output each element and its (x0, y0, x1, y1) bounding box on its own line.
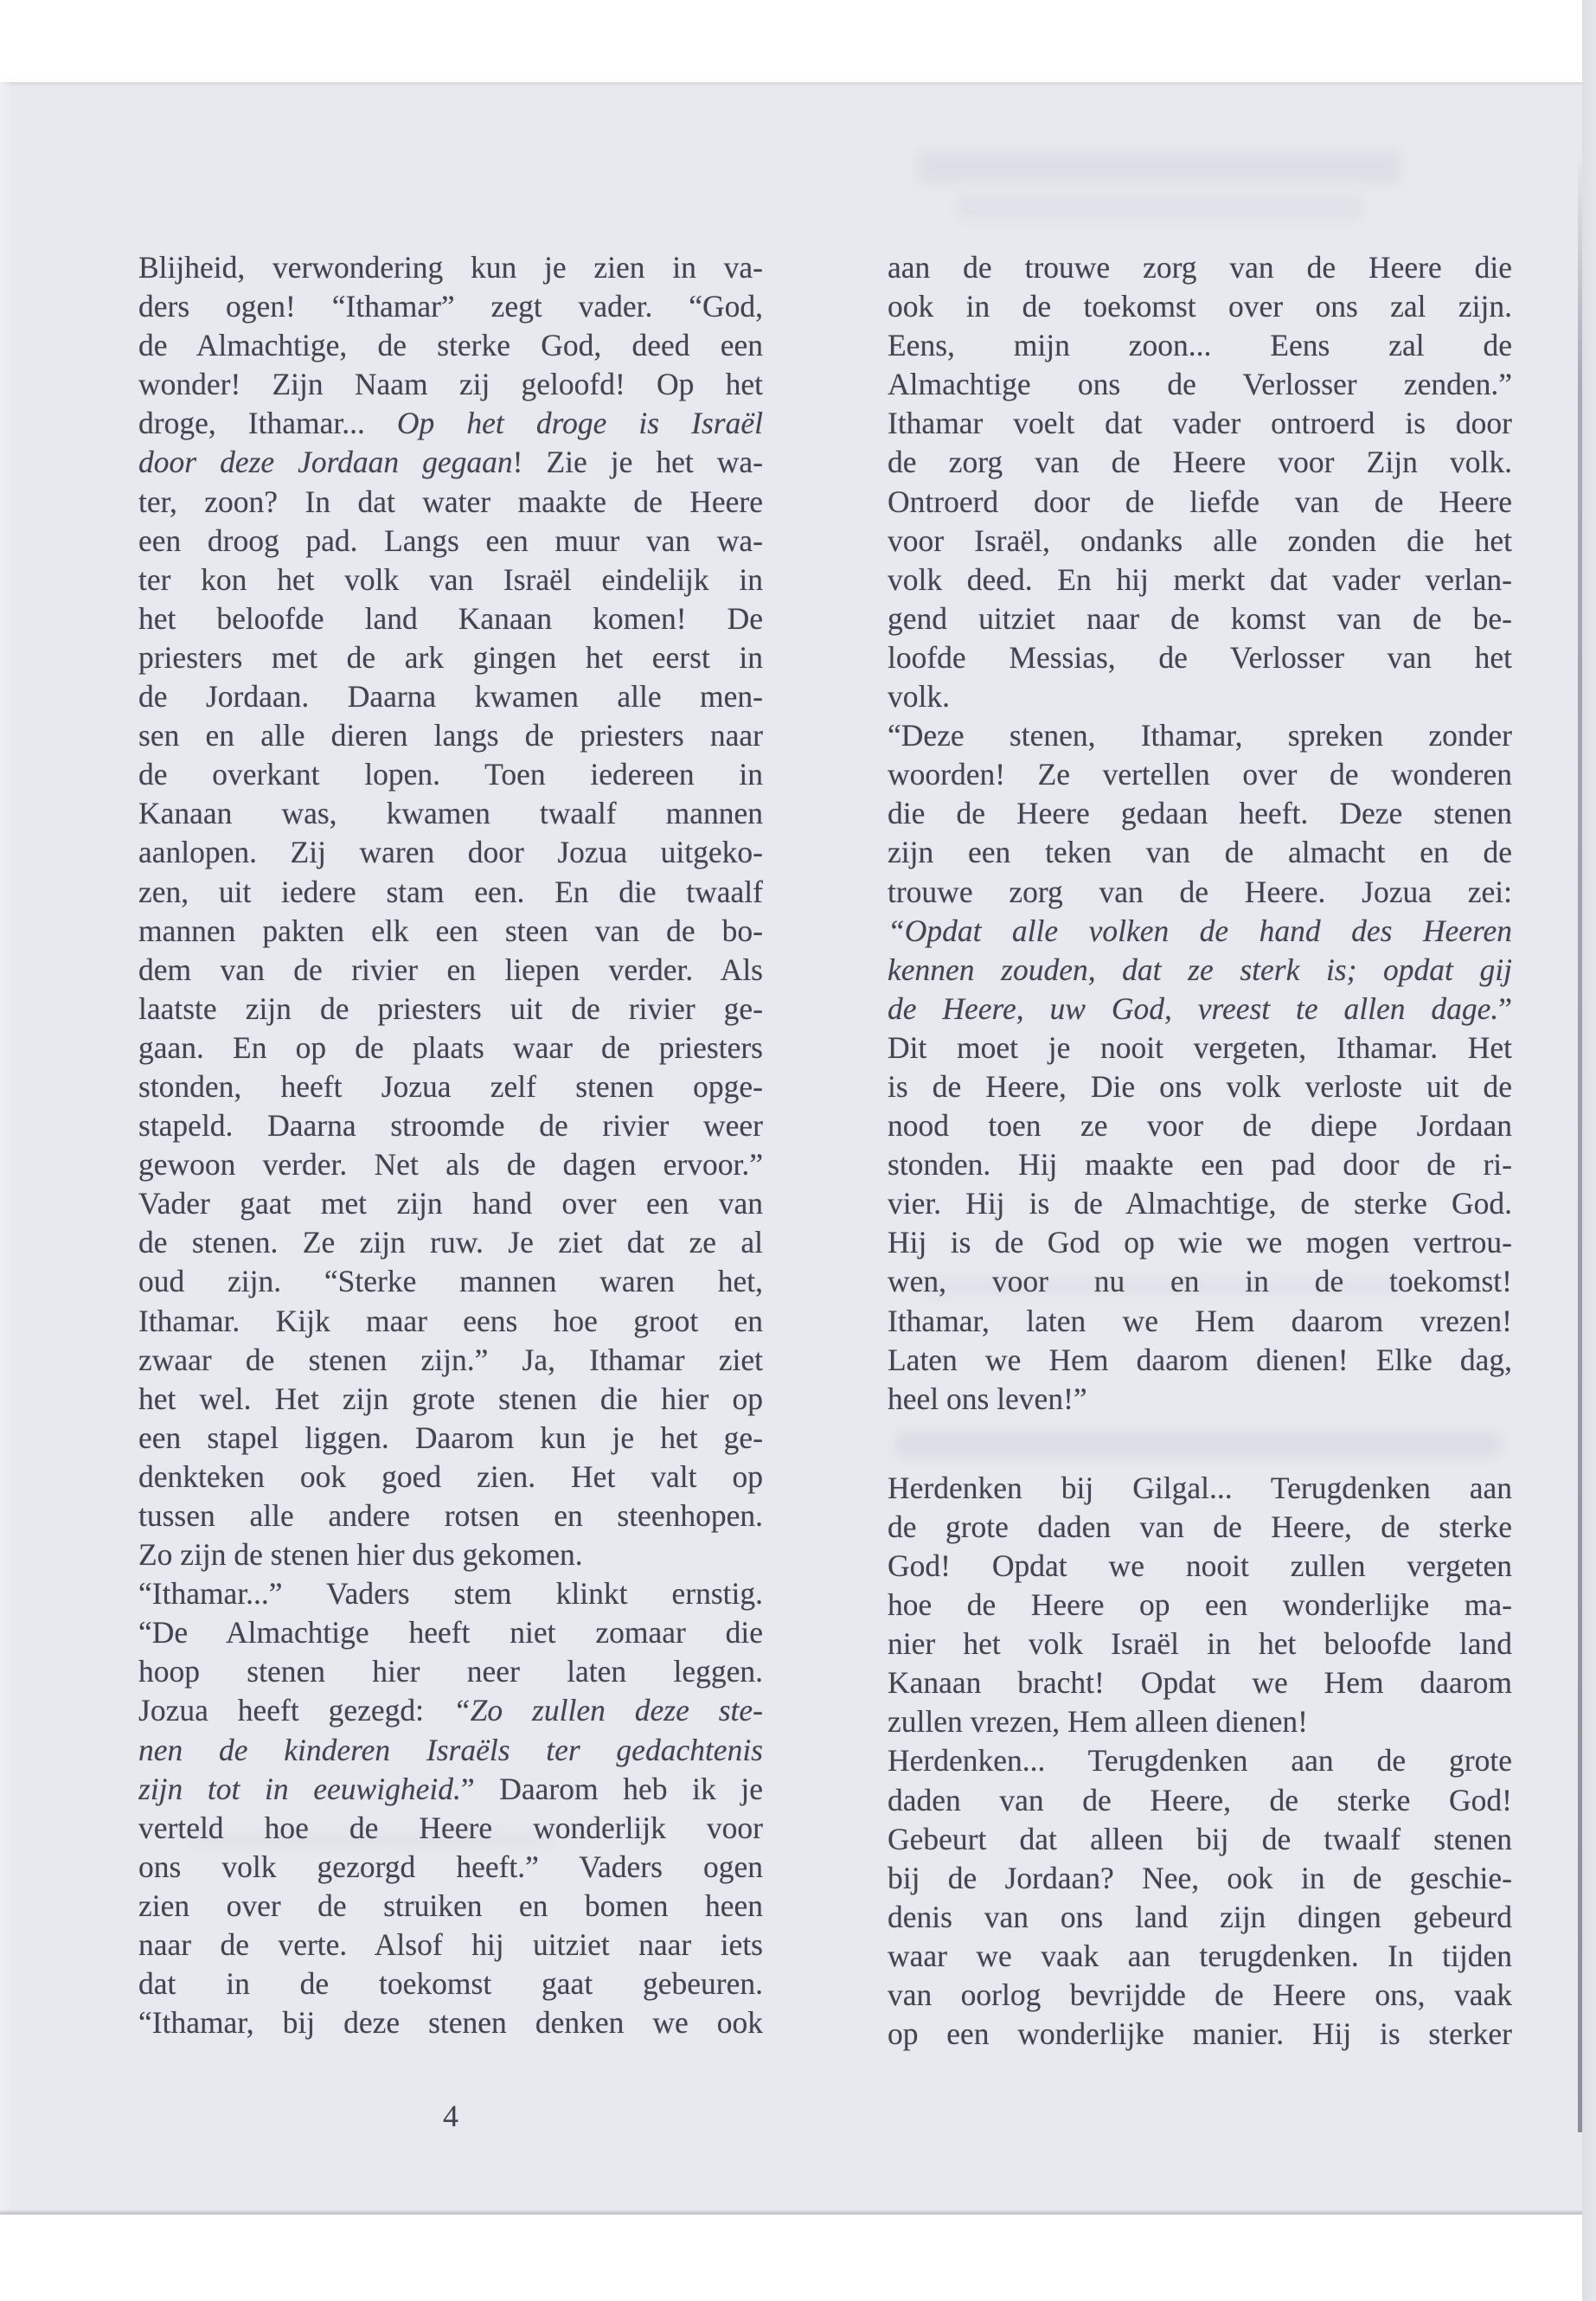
text-line: een stapel liggen. Daarom kun je het ge- (138, 1420, 763, 1455)
text-line: denis van ons land zijn dingen gebeurd (888, 1899, 1512, 1934)
text-line: het beloofde land Kanaan komen! De (138, 600, 763, 636)
text-line: zullen vrezen, Hem alleen dienen! (888, 1704, 1308, 1740)
text-line: gaan. En op de plaats waar de priesters (138, 1029, 763, 1065)
text-line: droge, Ithamar... Op het droge is Israël (138, 406, 763, 441)
text-line: “Opdat alle volken de hand des Heeren (888, 913, 1512, 948)
text-line: een droog pad. Langs een muur van wa- (138, 522, 763, 558)
text-line: wen, voor nu en in de toekomst! (888, 1264, 1512, 1299)
text-line: van oorlog bevrijdde de Heere ons, vaak (888, 1977, 1512, 2013)
text-line: de Heere, uw God, vreest te allen dage.” (888, 990, 1512, 1026)
text-line: ons volk gezorgd heeft.” Vaders ogen (138, 1849, 763, 1884)
page-number: 4 (443, 2099, 458, 2133)
text-line: “De Almachtige heeft niet zomaar die (138, 1615, 763, 1650)
page-bottom-edge (0, 2209, 1596, 2214)
text-line: Zo zijn de stenen hier dus gekomen. (138, 1537, 583, 1573)
text-line: priesters met de ark gingen het eerst in (138, 639, 763, 675)
paragraph (888, 716, 1512, 1419)
text-line: de grote daden van de Heere, de sterke (888, 1509, 1512, 1544)
text-line: is de Heere, Die ons volk verloste uit de (888, 1068, 1512, 1104)
text-line: hoop stenen hier neer laten leggen. (138, 1654, 763, 1689)
paragraph (888, 248, 1512, 716)
text-line: sen en alle dieren langs de priesters naar (138, 718, 763, 753)
text-line: Laten we Hem daarom dienen! Elke dag, (888, 1342, 1512, 1377)
text-line: dat in de toekomst gaat gebeuren. (138, 1966, 763, 2002)
text-line: Hij is de God op wie we mogen vertrou- (888, 1225, 1512, 1260)
text-line: de Almachtige, de sterke God, deed een (138, 328, 763, 363)
text-line: dem van de rivier en liepen verder. Als (138, 952, 763, 987)
text-line: zijn een teken van de almacht en de (888, 835, 1512, 870)
text-line: denkteken ook goed zien. Het valt op (138, 1458, 763, 1494)
text-line: die de Heere gedaan heeft. Deze stenen (888, 796, 1512, 831)
text-line: aanlopen. Zij waren door Jozua uitgeko- (138, 835, 763, 870)
text-line: zen, uit iedere stam een. En die twaalf (138, 874, 763, 909)
text-line: nood toen ze voor de diepe Jordaan (888, 1108, 1512, 1144)
text-line: kennen zouden, dat ze sterk is; opdat gij (888, 952, 1512, 987)
text-line: mannen pakten elk een steen van de bo- (138, 913, 763, 948)
text-line: gewoon verder. Net als de dagen ervoor.” (138, 1147, 763, 1183)
text-line: loofde Messias, de Verlosser van het (888, 639, 1512, 675)
bleedthrough-smudge (917, 150, 1401, 184)
book-page (0, 82, 1596, 2214)
text-line: Ithamar, laten we Hem daarom vrezen! (888, 1303, 1512, 1338)
text-line: stonden, heeft Jozua zelf stenen opge- (138, 1068, 763, 1104)
text-line: zwaar de stenen zijn.” Ja, Ithamar ziet (138, 1342, 763, 1377)
text-column-left (138, 248, 763, 2042)
text-line: de stenen. Ze zijn ruw. Je ziet dat ze al (138, 1225, 763, 1260)
text-line: trouwe zorg van de Heere. Jozua zei: (888, 874, 1512, 909)
text-line: Dit moet je nooit vergeten, Ithamar. Het (888, 1029, 1512, 1065)
text-line: oud zijn. “Sterke mannen waren het, (138, 1264, 763, 1299)
text-line: vier. Hij is de Almachtige, de sterke God. (888, 1186, 1512, 1221)
text-line: laatste zijn de priesters uit de rivier ge- (138, 990, 763, 1026)
text-line: Gebeurt dat alleen bij de twaalf stenen (888, 1821, 1512, 1856)
text-line: woorden! Ze vertellen over de wonderen (888, 757, 1512, 792)
text-line: Herdenken... Terugdenken aan de grote (888, 1743, 1512, 1779)
text-line: zijn tot in eeuwigheid.” Daarom heb ik je (138, 1771, 763, 1806)
text-line: waar we vaak aan terugdenken. In tijden (888, 1938, 1512, 1973)
text-line: door deze Jordaan gegaan! Zie je het wa- (138, 445, 763, 480)
text-line: het wel. Het zijn grote stenen die hier op (138, 1381, 763, 1416)
text-line: Almachtige ons de Verlosser zenden.” (888, 367, 1512, 402)
text-line: op een wonderlijke manier. Hij is sterker (888, 2016, 1512, 2052)
paragraph (138, 248, 763, 2042)
text-line: Jozua heeft gezegd: “Zo zullen deze ste- (138, 1693, 763, 1728)
text-column-right (888, 248, 1512, 2054)
paragraph (888, 1469, 1512, 1742)
text-line: voor Israël, ondanks alle zonden die het (888, 522, 1512, 558)
text-line: Ontroerd door de liefde van de Heere (888, 484, 1512, 519)
text-line: wonder! Zijn Naam zij geloofd! Op het (138, 367, 763, 402)
text-line: Ithamar. Kijk maar eens hoe groot en (138, 1303, 763, 1338)
text-line: naar de verte. Alsof hij uitziet naar iets (138, 1927, 763, 1963)
text-line: ter kon het volk van Israël eindelijk in (138, 561, 763, 597)
text-line: nier het volk Israël in het beloofde land (888, 1626, 1512, 1662)
text-line: zien over de struiken en bomen heen (138, 1888, 763, 1923)
text-line: de zorg van de Heere voor Zijn volk. (888, 445, 1512, 480)
text-line: “Deze stenen, Ithamar, spreken zonder (888, 718, 1512, 753)
text-line: volk deed. En hij merkt dat vader verlan- (888, 561, 1512, 597)
text-line: Ithamar voelt dat vader ontroerd is door (888, 406, 1512, 441)
text-line: stapeld. Daarna stroomde de rivier weer (138, 1108, 763, 1144)
text-line: bij de Jordaan? Nee, ook in de geschie- (888, 1860, 1512, 1895)
text-line: Kanaan bracht! Opdat we Hem daarom (888, 1665, 1512, 1701)
text-line: Kanaan was, kwamen twaalf mannen (138, 796, 763, 831)
text-line: nen de kinderen Israëls ter gedachtenis (138, 1732, 763, 1767)
text-line: de overkant lopen. Toen iedereen in (138, 757, 763, 792)
text-line: tussen alle andere rotsen en steenhopen. (138, 1498, 763, 1533)
adjacent-page-sliver (1582, 0, 1596, 2301)
text-line: ter, zoon? In dat water maakte de Heere (138, 484, 763, 519)
text-line: heel ons leven!” (888, 1381, 1087, 1416)
text-line: de Jordaan. Daarna kwamen alle men- (138, 679, 763, 715)
text-line: gend uitziet naar de komst van de be- (888, 600, 1512, 636)
text-line: verteld hoe de Heere wonderlijk voor (138, 1810, 763, 1845)
text-line: ook in de toekomst over ons zal zijn. (888, 289, 1512, 324)
text-line: daden van de Heere, de sterke God! (888, 1782, 1512, 1817)
text-line: ders ogen! “Ithamar” zegt vader. “God, (138, 289, 763, 324)
text-line: Vader gaat met zijn hand over een van (138, 1186, 763, 1221)
text-line: volk. (888, 679, 950, 715)
text-line: God! Opdat we nooit zullen vergeten (888, 1548, 1512, 1583)
text-line: Herdenken bij Gilgal... Terugdenken aan (888, 1470, 1512, 1505)
paragraph (888, 1741, 1512, 2054)
text-line: “Ithamar...” Vaders stem klinkt ernstig. (138, 1576, 763, 1612)
bleedthrough-smudge (956, 193, 1362, 221)
text-line: “Ithamar, bij deze stenen denken we ook (138, 2005, 763, 2041)
text-line: hoe de Heere op een wonderlijke ma- (888, 1587, 1512, 1623)
text-line: stonden. Hij maakte een pad door de ri- (888, 1147, 1512, 1183)
text-line: Blijheid, verwondering kun je zien in va- (138, 250, 763, 285)
text-line: Eens, mijn zoon... Eens zal de (888, 328, 1512, 363)
text-line: aan de trouwe zorg van de Heere die (888, 250, 1512, 285)
page-left-edge (0, 82, 12, 2214)
